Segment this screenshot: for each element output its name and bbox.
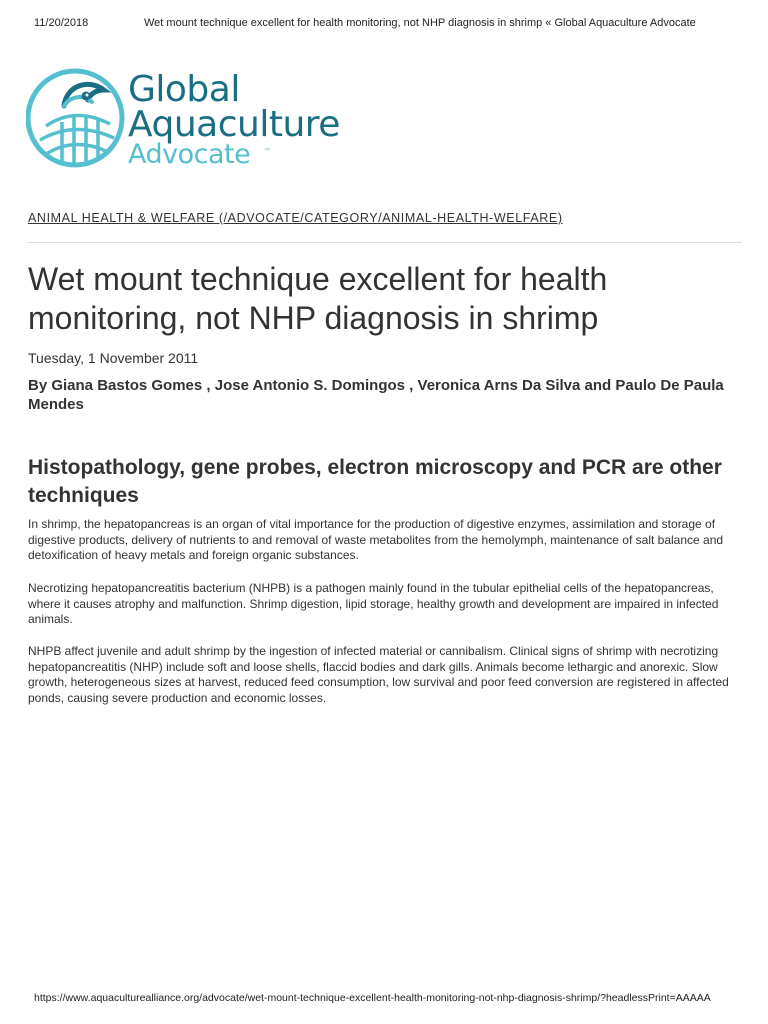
- print-footer-url: https://www.aquaculturealliance.org/advocate/wet-mount-technique-excellent-health-monitoring-not-nhp-diagnosis-shrimp/?headlessPrint=AAAAA: [34, 992, 711, 1004]
- publish-date: Tuesday, 1 November 2011: [28, 350, 199, 366]
- body-paragraph: Necrotizing hepatopancreatitis bacterium (NHPB) is a pathogen mainly found in the tubular epithelial cells of the hepatopancreas, where it causes atrophy and malfunction. Shrimp digestion, lipid storage, healthy growth and development are impaired in infected animals.: [28, 581, 719, 627]
- body-paragraph: NHPB affect juvenile and adult shrimp by the ingestion of infected material or cannibalism. Clinical signs of shrimp with necrotizing hepatopancreatitis (NHP) include soft and loose shells, flaccid bodies and dark gills. Animals become lethargic and anorexic. Slow growth, heterogeneous sizes at harvest, reduced feed consumption, low survival and poor feed conversion are registered in affected ponds, causing severe production and economic losses.: [28, 644, 729, 705]
- logo-line-advocate: Advocate: [128, 139, 251, 170]
- author-byline: By Giana Bastos Gomes , Jose Antonio S. Domingos , Veronica Arns Da Silva and Paulo De Paula Mendes: [28, 377, 724, 413]
- fish-globe-icon: [26, 66, 126, 170]
- category-link[interactable]: ANIMAL HEALTH & WELFARE (/ADVOCATE/CATEGORY/ANIMAL-HEALTH-WELFARE): [28, 211, 563, 225]
- site-logo[interactable]: [26, 66, 366, 172]
- trademark-mark: ™: [264, 148, 270, 154]
- body-paragraph: In shrimp, the hepatopancreas is an organ of vital importance for the production of digestive enzymes, assimilation and storage of digestive products, delivery of nutrients to and removal of waste metabolites from the hemolymph, maintenance of salt balance and detoxification of heavy metals and foreign organic substances.: [28, 517, 724, 563]
- logo-line-global: Global: [128, 69, 240, 110]
- print-page-title: Wet mount technique excellent for health monitoring, not NHP diagnosis in shrimp « Global Aquaculture Advocate: [144, 17, 696, 29]
- logo-line-aquaculture: Aquaculture: [128, 104, 340, 145]
- divider: [28, 242, 742, 243]
- article-subheading: Histopathology, gene probes, electron microscopy and PCR are other techniques: [28, 456, 722, 507]
- article-headline: Wet mount technique excellent for health monitoring, not NHP diagnosis in shrimp: [28, 261, 608, 336]
- print-date: 11/20/2018: [34, 17, 89, 29]
